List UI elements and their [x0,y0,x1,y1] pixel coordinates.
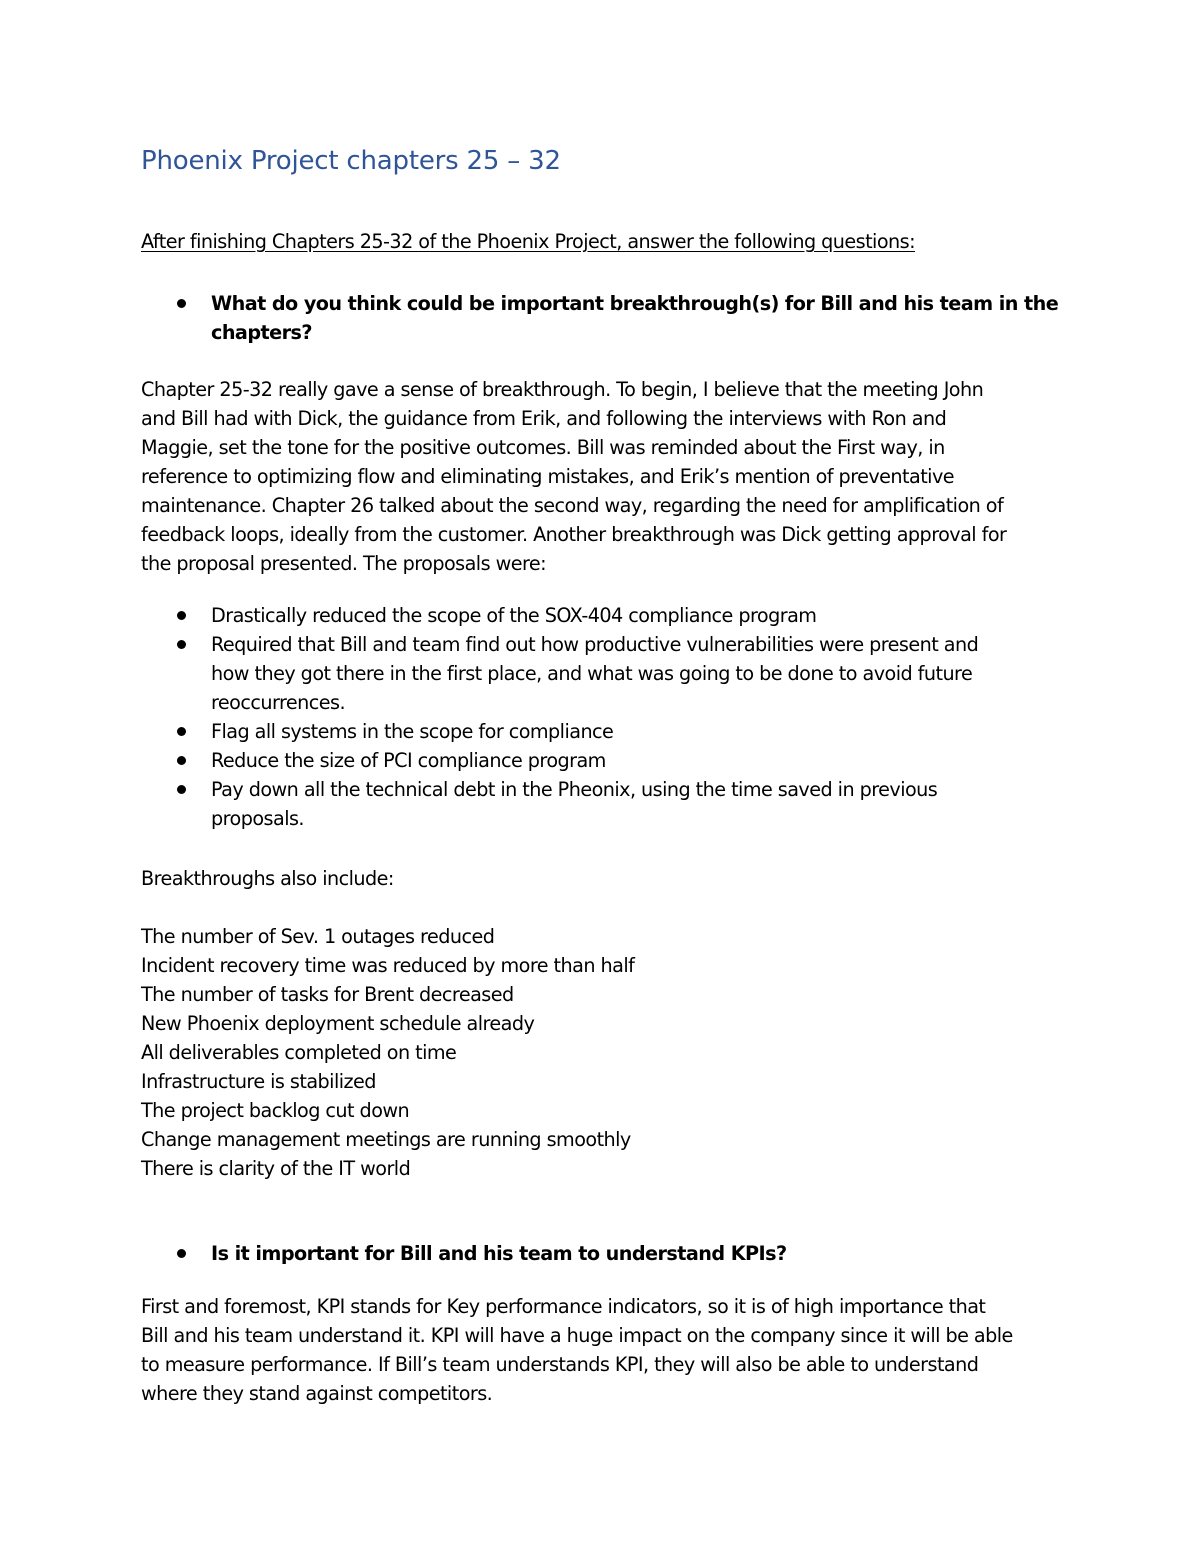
bullet-icon [177,1249,186,1258]
document-title: Phoenix Project chapters 25 – 32 [141,146,561,176]
question-1 [141,289,1058,347]
bullet-icon [177,611,186,620]
bullet-icon [177,785,186,794]
question-2-item [141,1239,787,1268]
breakthroughs-list [141,922,634,1183]
proposal-line: Drastically reduced the scope of the SOX-404 compliance program [211,604,817,627]
proposal-item [141,630,978,717]
paragraph-line: Bill and his team understand it. KPI will have a huge impact on the company since it will be able [141,1324,1013,1347]
proposal-item [141,717,978,746]
breakthrough-item: There is clarity of the IT world [141,1157,411,1180]
question-1-item [141,289,1058,347]
breakthrough-item: The project backlog cut down [141,1099,410,1122]
breakthrough-item: The number of Sev. 1 outages reduced [141,925,495,948]
question-2-line: Is it important for Bill and his team to understand KPIs? [211,1242,787,1265]
paragraph-line: and Bill had with Dick, the guidance from Erik, and following the interviews with Ron and [141,407,947,430]
paragraph-line: the proposal presented. The proposals were: [141,552,547,575]
proposal-line: how they got there in the first place, and what was going to be done to avoid future [211,662,973,685]
answer-1-paragraph [141,375,1006,578]
breakthrough-item: New Phoenix deployment schedule already [141,1012,535,1035]
question-1-line: chapters? [211,321,312,344]
breakthrough-item: All deliverables completed on time [141,1041,457,1064]
bullet-icon [177,756,186,765]
breakthrough-item: The number of tasks for Brent decreased [141,983,514,1006]
proposal-line: Required that Bill and team find out how productive vulnerabilities were present and [211,633,979,656]
proposals-list [141,601,978,833]
proposal-line: Reduce the size of PCI compliance program [211,749,606,772]
paragraph-line: where they stand against competitors. [141,1382,493,1405]
breakthrough-item: Infrastructure is stabilized [141,1070,376,1093]
proposal-item [141,746,978,775]
paragraph-line: reference to optimizing flow and eliminating mistakes, and Erik’s mention of preventative [141,465,955,488]
paragraph-line: Maggie, set the tone for the positive outcomes. Bill was reminded about the First way, in [141,436,945,459]
instruction-text: After finishing Chapters 25-32 of the Phoenix Project, answer the following questions: [141,230,915,253]
proposal-item [141,601,978,630]
paragraph-line: feedback loops, ideally from the customer. Another breakthrough was Dick getting approval for [141,523,1007,546]
proposal-line: reoccurrences. [211,691,346,714]
bullet-icon [177,727,186,736]
paragraph-line: First and foremost, KPI stands for Key performance indicators, so it is of high importance that [141,1295,986,1318]
breakthroughs-intro: Breakthroughs also include: [141,867,394,890]
paragraph-line: Chapter 25-32 really gave a sense of breakthrough. To begin, I believe that the meeting John [141,378,984,401]
paragraph-line: maintenance. Chapter 26 talked about the second way, regarding the need for amplification of [141,494,1004,517]
answer-2-paragraph [141,1292,1013,1408]
paragraph-line: to measure performance. If Bill’s team understands KPI, they will also be able to understand [141,1353,979,1376]
proposal-line: proposals. [211,807,304,830]
question-1-line: What do you think could be important breakthrough(s) for Bill and his team in the [211,292,1059,315]
question-2 [141,1239,787,1268]
bullet-icon [177,640,186,649]
breakthrough-item: Change management meetings are running smoothly [141,1128,631,1151]
proposal-line: Flag all systems in the scope for compliance [211,720,614,743]
proposal-item [141,775,978,833]
proposal-line: Pay down all the technical debt in the Pheonix, using the time saved in previous [211,778,938,801]
bullet-icon [177,299,186,308]
breakthrough-item: Incident recovery time was reduced by more than half [141,954,635,977]
